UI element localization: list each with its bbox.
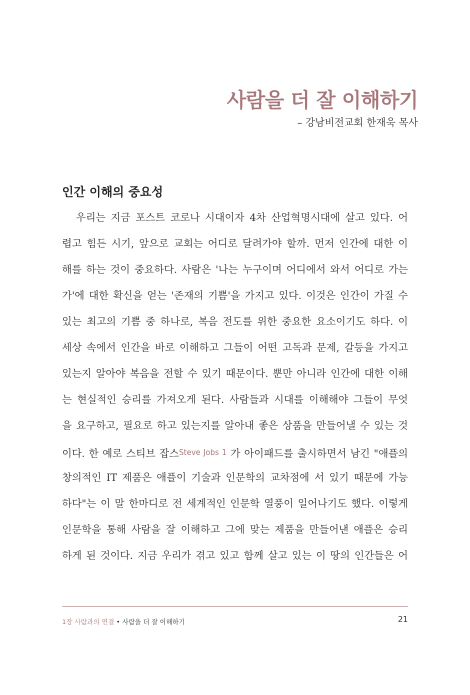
body-line: 렵고 힘든 시기, 앞으로 교회는 어디로 달려가야 할까. 먼저 인간에 대한 이	[62, 239, 408, 250]
body-line: 가'에 대한 확신을 얻는 '존재의 기쁨'을 가지고 있다. 이것은 인간이 가질 수	[62, 291, 408, 302]
body-text: 이다. 한 예로 스티브 잡스	[62, 449, 180, 460]
body-line: 하게 된 것이다. 지금 우리가 겪고 있고 함께 살고 있는 이 땅의 인간들은 어	[62, 551, 408, 562]
running-footer	[62, 617, 185, 626]
footer-chapter: 1장 사람과의 연결	[62, 618, 115, 626]
footnote-reference: Steve Jobs 1	[179, 448, 227, 457]
author-byline: – 강남비전교회 한재욱 목사	[297, 118, 418, 129]
body-line: 을 요구하고, 필요로 하고 있는지를 알아내 좋은 상품을 만들어낼 수 있는 것	[62, 421, 408, 432]
footer-divider	[62, 606, 408, 607]
body-line: 세상 속에서 인간을 바로 이해하고 그들이 어떤 고독과 문제, 갈등을 가지고	[62, 343, 408, 354]
page-number: 21	[397, 615, 408, 624]
body-line: 인문학을 통해 사람을 잘 이해하고 그에 맞는 제품을 만들어낸 애플은 승리	[62, 525, 408, 536]
body-line: 해를 하는 것이 중요하다. 사람은 '나는 누구이며 어디에서 와서 어디로 가는	[62, 265, 408, 276]
footer-separator: •	[114, 618, 123, 626]
section-heading: 인간 이해의 중요성	[62, 185, 164, 199]
page-title: 사람을 더 잘 이해하기	[226, 88, 418, 112]
footer-section-title: 사람을 더 잘 이해하기	[122, 618, 185, 626]
body-line-with-footnote	[62, 446, 408, 460]
body-line: 는 현실적인 승리를 가져오게 된다. 사람들과 시대를 이해해야 그들이 무엇	[62, 395, 408, 406]
body-text: 가 아이패드를 출시하면서 남긴 "애플의	[226, 449, 408, 460]
body-line: 우리는 지금 포스트 코로나 시대이자 4차 산업혁명시대에 살고 있다. 어	[76, 213, 408, 224]
body-line: 하다"는 이 말 한마디로 전 세계적인 인문학 열풍이 일어나기도 했다. 이렇게	[62, 499, 408, 510]
body-line: 창의적인 IT 제품은 애플이 기술과 인문학의 교차점에 서 있기 때문에 가능	[62, 473, 408, 484]
body-line: 있는지 알아야 복음을 전할 수 있기 때문이다. 뿐만 아니라 인간에 대한 이해	[62, 369, 408, 380]
body-line: 있는 최고의 기쁨 중 하나로, 복음 전도를 위한 중요한 요소이기도 하다. 이	[62, 317, 408, 328]
